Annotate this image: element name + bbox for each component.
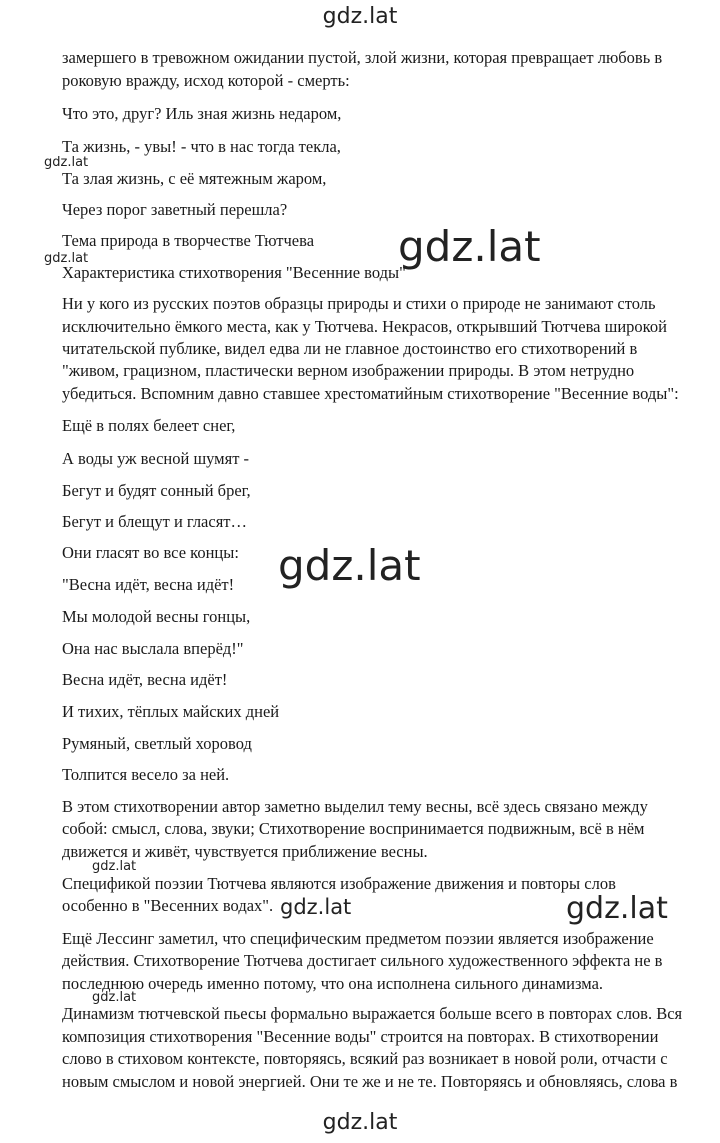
verse-line: "Весна идёт, весна идёт!	[62, 575, 235, 594]
watermark-small: gdz.lat	[44, 155, 89, 170]
text-line: особенно в "Весенних водах".	[62, 896, 274, 915]
verse-line: А воды уж весной шумят -	[62, 449, 250, 468]
verse-line: Румяный, светлый хоровод	[62, 734, 252, 753]
text-line: Ещё Лессинг заметил, что специфическим предметом поэзии является изображение	[62, 929, 654, 948]
text-line: В этом стихотворении автор заметно выделил тему весны, всё здесь связано между	[62, 797, 648, 816]
text-line: читательской публике, видел едва ли не главное достоинство его стихотворений в	[62, 339, 638, 358]
verse-line: Бегут и будят сонный брег,	[62, 481, 251, 500]
verse-line: Та злая жизнь, с её мятежным жаром,	[62, 169, 327, 188]
verse-line: И тихих, тёплых майских дней	[62, 702, 280, 721]
verse-line: Ещё в полях белеет снег,	[62, 416, 236, 435]
watermark-mid: gdz.lat	[566, 891, 668, 926]
text-line: "живом, грацизном, пластически верном изображении природы. В этом нетрудно	[62, 361, 635, 380]
verse-line: Бегут и блещут и гласят…	[62, 512, 248, 531]
text-line: новым смыслом и новой энергией. Они те же и не те. Повторяясь и обновляясь, слова в	[62, 1072, 678, 1091]
text-line: Спецификой поэзии Тютчева являются изображение движения и повторы слов	[62, 874, 616, 893]
text-line: собой: смысл, слова, звуки; Стихотворение воспринимается подвижным, всё в нём	[62, 819, 645, 838]
watermark-header: gdz.lat	[322, 4, 398, 29]
text-line: роковую вражду, исход которой - смерть:	[62, 71, 350, 90]
verse-line: Они гласят во все концы:	[62, 543, 239, 562]
text-line: композиция стихотворения "Весенние воды" строится на повторах. В стихотворении	[62, 1027, 659, 1046]
section-heading: Характеристика стихотворения "Весенние воды"	[62, 263, 406, 282]
watermark-footer: gdz.lat	[322, 1110, 398, 1135]
watermark-small: gdz.lat	[44, 251, 89, 266]
text-line: Динамизм тютчевской пьесы формально выражается больше всего в повторах слов. Вся	[62, 1004, 683, 1023]
text-line: движется и живёт, чувствуется приближение весны.	[62, 842, 428, 861]
text-line: исключительно ёмкого места, как у Тютчева. Некрасов, открывший Тютчева широкой	[62, 317, 667, 336]
verse-line: Что это, друг? Иль зная жизнь недаром,	[62, 104, 342, 123]
verse-line: Та жизнь, - увы! - что в нас тогда текла,	[62, 137, 341, 156]
text-line: замершего в тревожном ожидании пустой, злой жизни, которая превращает любовь в	[62, 48, 663, 67]
watermark-big: gdz.lat	[398, 222, 541, 271]
section-heading: Тема природа в творчестве Тютчева	[62, 231, 315, 250]
watermark-small: gdz.lat	[92, 990, 137, 1005]
verse-line: Она нас выслала вперёд!"	[62, 639, 244, 658]
text-line: последнюю очередь именно потому, что она исполнена сильного динамизма.	[62, 974, 604, 993]
text-line: действия. Стихотворение Тютчева достигает сильного художественного эффекта не в	[62, 951, 663, 970]
text-line: Ни у кого из русских поэтов образцы природы и стихи о природе не занимают столь	[62, 294, 656, 313]
watermark-small: gdz.lat	[92, 859, 137, 874]
verse-line: Мы молодой весны гонцы,	[62, 607, 251, 626]
text-line: убедиться. Вспомним давно ставшее хрестоматийным стихотворение "Весенние воды":	[62, 384, 679, 403]
verse-line: Через порог заветный перешла?	[62, 200, 288, 219]
text-line: слово в стиховом контексте, повторяясь, всякий раз возникает в новой роли, отчасти с	[62, 1049, 668, 1068]
watermark-inline: gdz.lat	[280, 895, 352, 919]
verse-line: Толпится весело за ней.	[62, 765, 230, 784]
verse-line: Весна идёт, весна идёт!	[62, 670, 228, 689]
watermark-big: gdz.lat	[278, 541, 421, 590]
